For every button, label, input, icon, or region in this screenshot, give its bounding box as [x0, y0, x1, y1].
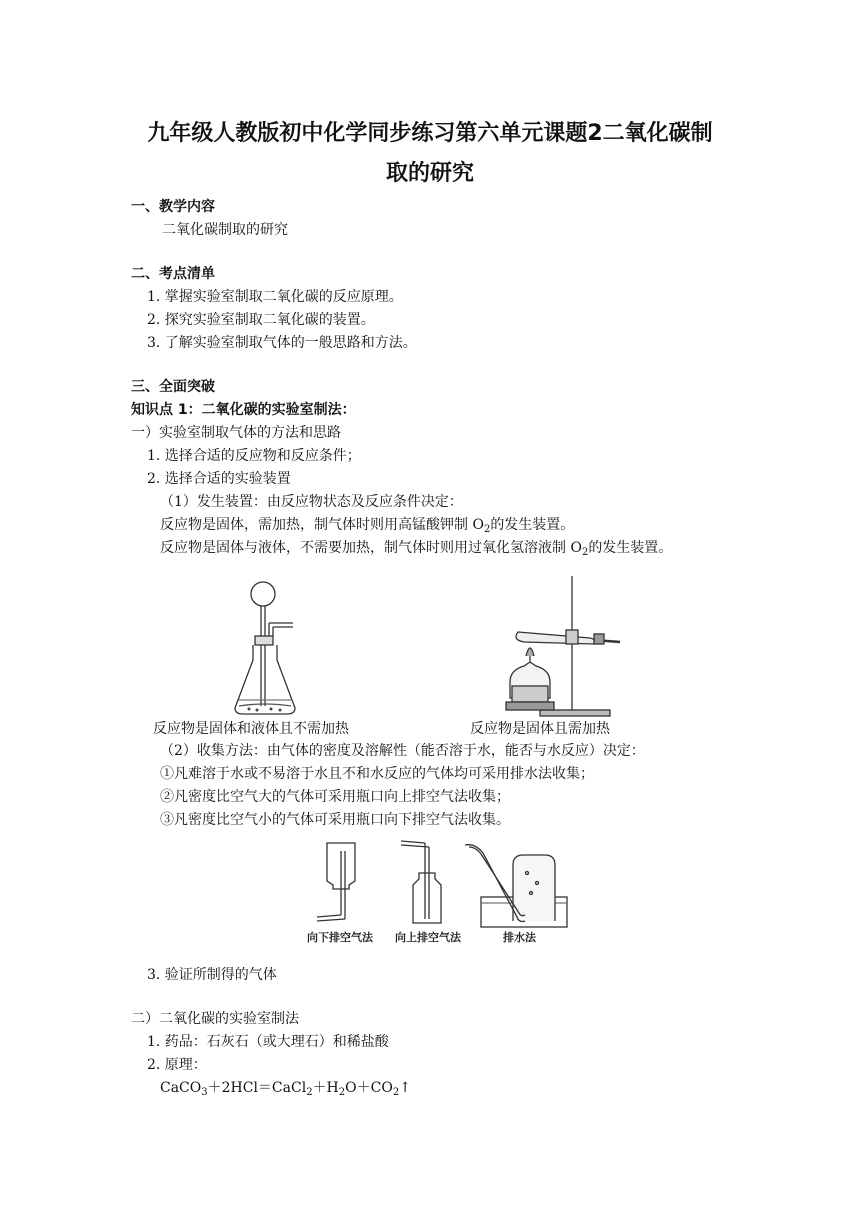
gas-collection-figure: [305, 835, 585, 947]
checklist-item-3: 3. 了解实验室制取气体的一般思路和方法。: [147, 335, 417, 351]
label-water-displacement: 排水法: [503, 931, 536, 944]
knowledge-point-1: 知识点 1：二氧化碳的实验室制法：: [131, 402, 356, 418]
generator-line-b: 反应物是固体与液体，不需要加热，制气体时则用过氧化氢溶液制 $O_2$的发生装置。: [160, 540, 673, 558]
generator-line-a: 反应物是固体，需加热，制气体时则用高锰酸钾制 $O_2$的发生装置。: [160, 517, 575, 535]
collection-rule-2: ②凡密度比空气大的气体可采用瓶口向上排空气法收集；: [160, 789, 510, 805]
part2-principle: 2. 原理：: [147, 1057, 207, 1073]
section-heading-breakthrough: 三、全面突破: [131, 379, 215, 395]
generator-title: （1）发生装置：由反应物状态及反应条件决定：: [160, 494, 463, 510]
part2-drug: 1. 药品：石灰石（或大理石）和稀盐酸: [147, 1034, 389, 1050]
collection-rule-3: ③凡密度比空气小的气体可采用瓶口向下排空气法收集。: [160, 812, 510, 828]
label-downward-air: 向下排空气法: [307, 931, 373, 944]
conical-flask-apparatus-figure: [225, 578, 315, 718]
chemical-equation: $CaCO_3+2HCl=CaCl_2+H_2O+CO_2↑$: [160, 1080, 411, 1098]
part1-item-2: 2. 选择合适的实验装置: [147, 471, 291, 487]
caption-liquid-solid-no-heat: 反应物是固体和液体且不需加热: [153, 721, 349, 737]
document-title-line1: 九年级人教版初中化学同步练习第六单元课题2二氧化碳制: [147, 121, 713, 146]
part1-item-1: 1. 选择合适的反应物和反应条件；: [147, 448, 361, 464]
heating-apparatus-figure: [490, 570, 630, 718]
collection-title: （2）收集方法：由气体的密度及溶解性（能否溶于水，能否与水反应）决定：: [160, 743, 645, 759]
part2-heading: 二）二氧化碳的实验室制法: [131, 1011, 299, 1027]
checklist-item-1: 1. 掌握实验室制取二氧化碳的反应原理。: [147, 289, 403, 305]
teaching-content-text: 二氧化碳制取的研究: [162, 222, 288, 238]
section-heading-checklist: 二、考点清单: [131, 266, 215, 282]
collection-rule-1: ①凡难溶于水或不易溶于水且不和水反应的气体均可采用排水法收集；: [160, 766, 594, 782]
checklist-item-2: 2. 探究实验室制取二氧化碳的装置。: [147, 312, 375, 328]
section-heading-teaching-content: 一、教学内容: [131, 199, 215, 215]
document-title-line2: 取的研究: [385, 161, 474, 186]
label-upward-air: 向上排空气法: [395, 931, 461, 944]
part1-heading: 一）实验室制取气体的方法和思路: [131, 425, 341, 441]
part1-item-3: 3. 验证所制得的气体: [147, 967, 277, 983]
caption-solid-heat: 反应物是固体且需加热: [470, 721, 610, 737]
